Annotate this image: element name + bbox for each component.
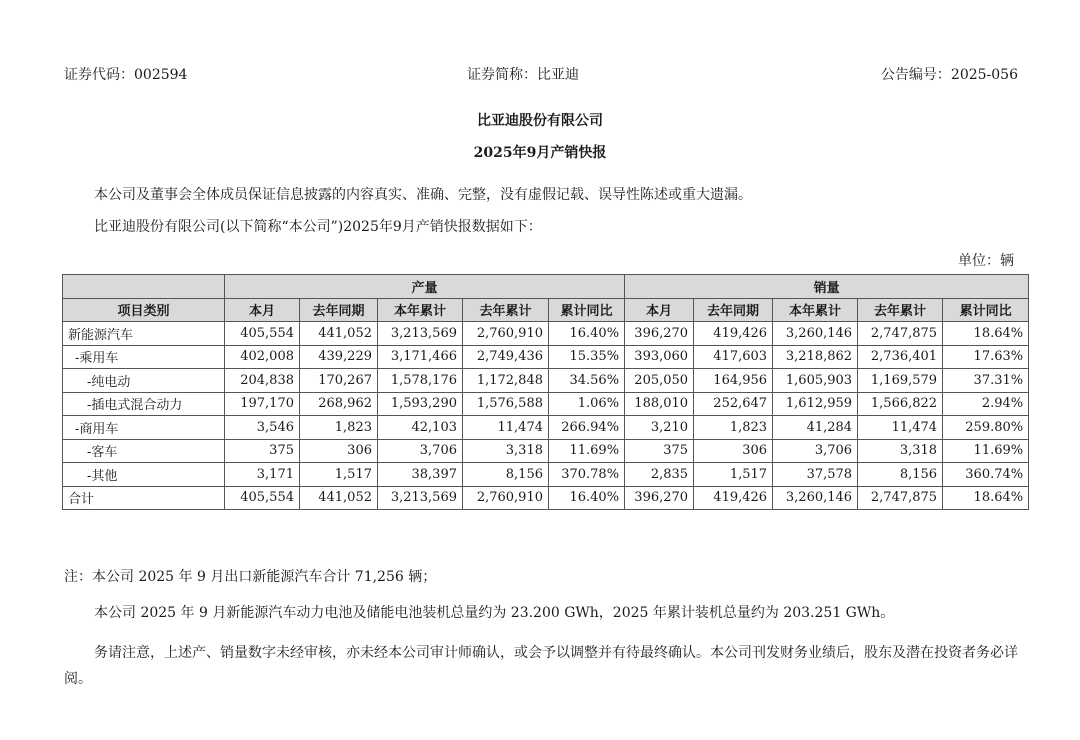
table-cell: 188,010: [625, 392, 694, 416]
table-cell: 1,578,176: [378, 369, 463, 393]
table-cell: 1,593,290: [378, 392, 463, 416]
table-cell: 11,474: [858, 416, 943, 440]
column-header: 本月: [225, 298, 300, 322]
table-cell: 1,823: [694, 416, 773, 440]
category-header-spacer: [63, 275, 225, 299]
row-category: -乘用车: [63, 345, 225, 369]
table-cell: 1,576,588: [463, 392, 549, 416]
table-row: [63, 392, 1029, 416]
column-header: 去年同期: [300, 298, 378, 322]
table-cell: 197,170: [225, 392, 300, 416]
table-cell: 441,052: [300, 486, 378, 510]
table-cell: 16.40%: [549, 486, 625, 510]
production-group-header: 产量: [225, 275, 625, 299]
table-row: [63, 369, 1029, 393]
table-cell: 205,050: [625, 369, 694, 393]
table-row: [63, 322, 1029, 346]
securities-short-name: 证券简称：比亚迪: [467, 67, 579, 83]
table-cell: 204,838: [225, 369, 300, 393]
column-header: 本年累计: [378, 298, 463, 322]
table-cell: 2,747,875: [858, 322, 943, 346]
table-cell: 1,823: [300, 416, 378, 440]
table-row: [63, 486, 1029, 510]
column-header: 累计同比: [943, 298, 1029, 322]
table-cell: 38,397: [378, 463, 463, 487]
table-cell: 1,172,848: [463, 369, 549, 393]
table-cell: 419,426: [694, 322, 773, 346]
row-category: -插电式混合动力: [63, 392, 225, 416]
table-cell: 17.63%: [943, 345, 1029, 369]
table-cell: 11,474: [463, 416, 549, 440]
table-cell: 3,706: [773, 439, 858, 463]
table-cell: 1,612,959: [773, 392, 858, 416]
table-cell: 402,008: [225, 345, 300, 369]
column-header: 累计同比: [549, 298, 625, 322]
table-cell: 8,156: [463, 463, 549, 487]
table-cell: 18.64%: [943, 486, 1029, 510]
table-cell: 3,213,569: [378, 486, 463, 510]
table-cell: 3,213,569: [378, 322, 463, 346]
table-cell: 417,603: [694, 345, 773, 369]
row-category: 合计: [63, 486, 225, 510]
table-cell: 405,554: [225, 322, 300, 346]
table-cell: 16.40%: [549, 322, 625, 346]
table-body: [63, 322, 1029, 510]
table-cell: 268,962: [300, 392, 378, 416]
row-category: -纯电动: [63, 369, 225, 393]
table-cell: 2,736,401: [858, 345, 943, 369]
table-cell: 2,760,910: [463, 322, 549, 346]
table-cell: 306: [300, 439, 378, 463]
table-cell: 396,270: [625, 486, 694, 510]
document-header: [64, 64, 1018, 86]
table-cell: 419,426: [694, 486, 773, 510]
column-header: 本月: [625, 298, 694, 322]
table-cell: 375: [625, 439, 694, 463]
category-column-header: 项目类别: [63, 298, 225, 322]
table-row: [63, 463, 1029, 487]
table-cell: 3,546: [225, 416, 300, 440]
table-cell: 252,647: [694, 392, 773, 416]
table-cell: 3,318: [463, 439, 549, 463]
battery-paragraph: 本公司 2025 年 9 月新能源汽车动力电池及储能电池装机总量约为 23.200 GWh，2025 年累计装机总量约为 203.251 GWh。: [94, 605, 895, 621]
table-cell: 306: [694, 439, 773, 463]
table-cell: 1,169,579: [858, 369, 943, 393]
table-cell: 2.94%: [943, 392, 1029, 416]
securities-code: 证券代码：002594: [64, 67, 188, 83]
table-cell: 441,052: [300, 322, 378, 346]
table-cell: 42,103: [378, 416, 463, 440]
report-title: 2025年9月产销快报: [473, 145, 607, 161]
production-sales-table: [62, 274, 1029, 510]
table-cell: 259.80%: [943, 416, 1029, 440]
table-cell: 3,260,146: [773, 322, 858, 346]
sales-group-header: 销量: [625, 275, 1029, 299]
table-cell: 2,747,875: [858, 486, 943, 510]
table-cell: 3,706: [378, 439, 463, 463]
table-cell: 1,566,822: [858, 392, 943, 416]
table-cell: 11.69%: [549, 439, 625, 463]
row-category: -商用车: [63, 416, 225, 440]
table-cell: 1,605,903: [773, 369, 858, 393]
table-cell: 37,578: [773, 463, 858, 487]
table-cell: 11.69%: [943, 439, 1029, 463]
table-cell: 360.74%: [943, 463, 1029, 487]
table-cell: 15.35%: [549, 345, 625, 369]
table-cell: 8,156: [858, 463, 943, 487]
table-row: [63, 416, 1029, 440]
export-note: 注：本公司 2025 年 9 月出口新能源汽车合计 71,256 辆；: [64, 569, 437, 585]
unit-label: 单位：辆: [958, 253, 1014, 269]
table-cell: 41,284: [773, 416, 858, 440]
table-cell: 393,060: [625, 345, 694, 369]
table-cell: 18.64%: [943, 322, 1029, 346]
table-cell: 2,835: [625, 463, 694, 487]
company-name: 比亚迪股份有限公司: [477, 113, 603, 129]
table-cell: 37.31%: [943, 369, 1029, 393]
column-header: 本年累计: [773, 298, 858, 322]
table-cell: 405,554: [225, 486, 300, 510]
table-cell: 375: [225, 439, 300, 463]
table-cell: 170,267: [300, 369, 378, 393]
table-group-header-row: [63, 275, 1029, 299]
table-cell: 3,318: [858, 439, 943, 463]
notice-number: 公告编号：2025-056: [880, 67, 1018, 83]
disclosure-statement: 本公司及董事会全体成员保证信息披露的内容真实、准确、完整，没有虚假记载、误导性陈述或重大遗漏。: [94, 187, 752, 203]
intro-paragraph: 比亚迪股份有限公司(以下简称“本公司”)2025年9月产销快报数据如下：: [94, 219, 542, 235]
caution-paragraph: 务请注意，上述产、销量数字未经审核，亦未经本公司审计师确认，或会予以调整并有待最终确认。本公司刊发财务业绩后，股东及潜在投资者务必详阅。: [64, 645, 1018, 687]
table-cell: 1,517: [300, 463, 378, 487]
table-cell: 1.06%: [549, 392, 625, 416]
row-category: -客车: [63, 439, 225, 463]
table-cell: 439,229: [300, 345, 378, 369]
row-category: -其他: [63, 463, 225, 487]
table-cell: 2,760,910: [463, 486, 549, 510]
table-cell: 1,517: [694, 463, 773, 487]
column-header: 去年累计: [463, 298, 549, 322]
table-cell: 266.94%: [549, 416, 625, 440]
table-cell: 396,270: [625, 322, 694, 346]
table-cell: 370.78%: [549, 463, 625, 487]
table-cell: 3,171: [225, 463, 300, 487]
table-row: [63, 439, 1029, 463]
table-cell: 2,749,436: [463, 345, 549, 369]
table-cell: 3,210: [625, 416, 694, 440]
table-cell: 164,956: [694, 369, 773, 393]
table-cell: 3,171,466: [378, 345, 463, 369]
table-cell: 3,218,862: [773, 345, 858, 369]
table-cell: 3,260,146: [773, 486, 858, 510]
table-column-header-row: [63, 298, 1029, 322]
row-category: 新能源汽车: [63, 322, 225, 346]
table-row: [63, 345, 1029, 369]
table-cell: 34.56%: [549, 369, 625, 393]
column-header: 去年同期: [694, 298, 773, 322]
column-header: 去年累计: [858, 298, 943, 322]
